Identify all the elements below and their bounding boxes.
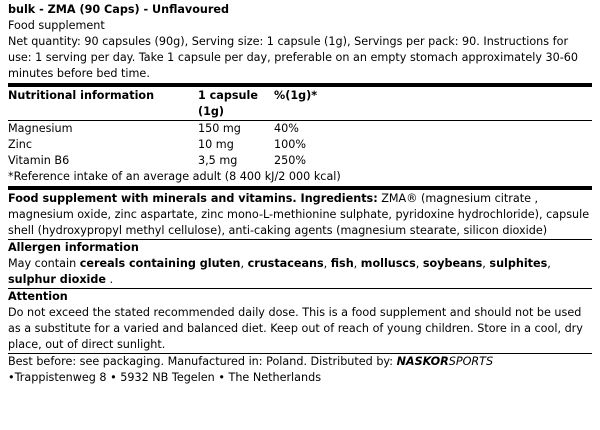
nutrition-table — [8, 88, 592, 120]
allergen-prefix: May contain — [8, 257, 80, 270]
allergen-item: crustaceans — [247, 257, 324, 270]
allergen-item: sulphites — [489, 257, 548, 270]
nutrition-footnote: *Reference intake of an average adult (8 400 kJ/2 000 kcal) — [8, 170, 341, 183]
nutrition-header-ri: %(1g)* — [274, 89, 318, 102]
nutrition-header-serving — [198, 88, 274, 120]
table-row — [8, 137, 592, 153]
allergen-heading: Allergen information — [8, 241, 139, 254]
nutrient-amount: 150 mg — [198, 122, 241, 135]
nutrient-amount: 3,5 mg — [198, 154, 238, 167]
distributor-brand-bold: NASKOR — [396, 355, 449, 368]
divider — [8, 83, 592, 87]
footer-line — [8, 354, 592, 370]
nutrition-header-name: Nutritional information — [8, 89, 155, 102]
ingredients-block — [8, 191, 592, 239]
allergen-item: cereals containing gluten — [79, 257, 241, 270]
divider — [8, 186, 592, 190]
ingredients-text: ZMA® (magnesium citrate , magnesium oxide, zinc aspartate, zinc mono-L-methionine sulphate, pyridoxine hydrochloride), capsule shell (hydroxypropyl methyl cellulose), anti-caking agents (magnesium stearate, silicon dioxide) — [8, 192, 590, 237]
nutrient-name: Zinc — [8, 138, 33, 151]
nutrient-ri: 250% — [274, 154, 306, 167]
product-subtitle: Food supplement — [8, 19, 105, 32]
allergen-item: soybeans — [422, 257, 483, 270]
nutrition-values-table — [8, 121, 592, 169]
product-title: bulk - ZMA (90 Caps) - Unflavoured — [8, 3, 229, 16]
distributor-address: •Trappistenweg 8 • 5932 NB Tegelen • The Netherlands — [8, 371, 322, 384]
table-row — [8, 121, 592, 137]
allergen-suffix: . — [105, 273, 114, 286]
nutrition-header-serving-line1: 1 capsule — [198, 89, 258, 102]
allergen-item: fish — [330, 257, 354, 270]
allergen-text: May contain cereals containing gluten, crustaceans, fish, molluscs, soybeans, sulphites, sulphur dioxide . — [8, 257, 551, 286]
ingredients-lead: Food supplement with minerals and vitamins. Ingredients: — [8, 192, 378, 205]
attention-text: Do not exceed the stated recommended daily dose. This is a food supplement and should not be used as a substitute for a varied and balanced diet. Keep out of reach of young children. Store in a cool, dry place, out of direct sunlight. — [8, 306, 583, 351]
net-quantity-instructions: Net quantity: 90 capsules (90g), Serving size: 1 capsule (1g), Servings per pack: 90. Instructions for use: 1 serving per day. Take 1 capsule per day, preferable on an empty stomach approximately 30-60 minutes before bed time. — [8, 35, 579, 80]
nutrient-amount: 10 mg — [198, 138, 234, 151]
nutrient-name: Vitamin B6 — [8, 154, 70, 167]
footer-best-before: Best before: see packaging. Manufactured in: Poland. Distributed by: — [8, 355, 397, 368]
nutrient-ri: 100% — [274, 138, 306, 151]
nutrient-ri: 40% — [274, 122, 299, 135]
nutrition-header-serving-line2: (1g) — [198, 105, 225, 118]
distributor-brand-rest: SPORTS — [448, 355, 494, 368]
allergen-item: sulphur dioxide — [8, 273, 106, 286]
product-label — [8, 0, 592, 386]
allergen-item: molluscs — [360, 257, 416, 270]
nutrient-name: Magnesium — [8, 122, 73, 135]
nutrition-header-row — [8, 88, 592, 120]
attention-heading: Attention — [8, 290, 68, 303]
table-row — [8, 153, 592, 169]
